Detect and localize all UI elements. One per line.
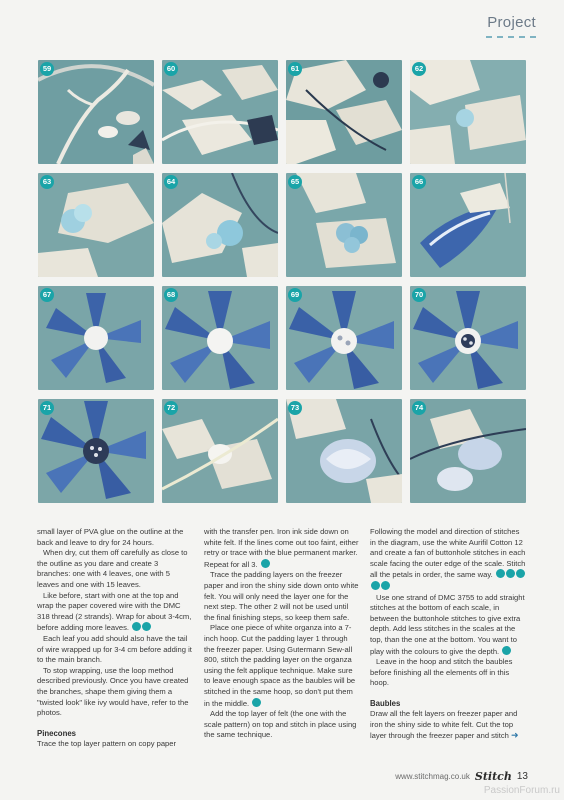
paragraph: Add the top layer of felt (the one with the scale pattern) on top and stitch in place using the same technique. bbox=[204, 709, 357, 740]
step-number-badge: 74 bbox=[412, 401, 426, 415]
step-photo-66 bbox=[410, 173, 526, 277]
step-ref-icon bbox=[142, 622, 151, 631]
paragraph bbox=[370, 527, 526, 593]
step-photo-72 bbox=[162, 399, 278, 503]
step-photo-59 bbox=[38, 60, 154, 164]
step-number-badge: 69 bbox=[288, 288, 302, 302]
step-photo-68 bbox=[162, 286, 278, 390]
paragraph bbox=[370, 593, 526, 658]
step-number-badge: 63 bbox=[40, 175, 54, 189]
step-ref-icon bbox=[261, 559, 270, 568]
paragraph bbox=[204, 527, 360, 570]
paragraph-text: Following the model and direction of stitches in the diagram, use the white Aurifil Cotton 12 and create a fan of buttonhole stitches in each scale facing the outer edge of the scale. Stitch all the petals in order, the same way. bbox=[370, 527, 526, 580]
step-number-badge: 67 bbox=[40, 288, 54, 302]
step-number-badge: 73 bbox=[288, 401, 302, 415]
step-number-badge: 70 bbox=[412, 288, 426, 302]
step-ref-icon bbox=[252, 698, 261, 707]
text-column-2 bbox=[204, 527, 360, 741]
paragraph bbox=[37, 591, 193, 634]
section-heading: Baubles bbox=[370, 698, 401, 708]
footer-url[interactable]: www.stitchmag.co.uk bbox=[395, 772, 470, 781]
step-photo-73 bbox=[286, 399, 402, 503]
step-ref-icon bbox=[371, 581, 380, 590]
paragraph-text: Like before, start with one at the top and wrap the paper covered wire with the DMC 318 thread (2 strands). Wrap for about 3-4cm, before adding more leaves. bbox=[37, 590, 192, 633]
step-photo-69 bbox=[286, 286, 402, 390]
step-number-badge: 65 bbox=[288, 175, 302, 189]
step-number-badge: 60 bbox=[164, 62, 178, 76]
step-photo-71 bbox=[38, 399, 154, 503]
step-ref-icon bbox=[496, 569, 505, 578]
header-title: Project bbox=[487, 14, 536, 31]
step-photo-64 bbox=[162, 173, 278, 277]
step-ref-icon bbox=[516, 569, 525, 578]
body-text bbox=[37, 527, 527, 759]
step-ref-icon bbox=[502, 646, 511, 655]
paragraph: Trace the top layer pattern on copy paper bbox=[37, 738, 177, 748]
page-footer bbox=[395, 770, 528, 783]
step-photo-70 bbox=[410, 286, 526, 390]
paragraph: Leave in the hoop and stitch the baubles before finishing all the elements off in this hoop. bbox=[370, 657, 513, 688]
step-photo-65 bbox=[286, 173, 402, 277]
paragraph: small layer of PVA glue on the outline at the back and leave to dry for 24 hours. bbox=[37, 527, 184, 547]
paragraph-text: with the transfer pen. Iron ink side down on white felt. If the lines come out too faint, either retry or trace with the blue permanent marker. Repeat for all 3. bbox=[204, 527, 359, 569]
paragraph: Trace the padding layers on the freezer paper and iron the shiny side down onto white felt. You will only need the layer one for the next step. The other 2 will not be used until the final finishing steps, so keep them safe. bbox=[204, 570, 359, 622]
step-number-badge: 71 bbox=[40, 401, 54, 415]
step-ref-icon bbox=[132, 622, 141, 631]
step-ref-icon bbox=[506, 569, 515, 578]
magazine-logo: Stitch bbox=[474, 770, 512, 783]
step-photo-67 bbox=[38, 286, 154, 390]
paragraph bbox=[370, 709, 526, 742]
step-number-badge: 62 bbox=[412, 62, 426, 76]
photo-grid bbox=[38, 60, 528, 504]
step-number-badge: 72 bbox=[164, 401, 178, 415]
step-photo-60 bbox=[162, 60, 278, 164]
paragraph bbox=[204, 623, 360, 709]
step-photo-63 bbox=[38, 173, 154, 277]
text-column-1 bbox=[37, 527, 193, 749]
continue-arrow-icon: ➜ bbox=[511, 730, 519, 741]
section-heading: Pinecones bbox=[37, 728, 76, 738]
paragraph-text: Use one strand of DMC 3755 to add straight stitches at the bottom of each scale, in between the buttonhole stitches to give extra depth. Add less stitches in the scales at the top, than the one at the bottom. You want to play with the colours to give the depth. bbox=[370, 592, 525, 656]
step-number-badge: 61 bbox=[288, 62, 302, 76]
paragraph: To stop wrapping, use the loop method described previously. Once you have created the branches, shape them giving them a "twisted look" like ivy would have, refer to the photos. bbox=[37, 665, 189, 718]
step-photo-62 bbox=[410, 60, 526, 164]
paragraph: When dry, cut them off carefully as close to the outline as you dare and create 3 branches: one with 4 leaves, one with 5 leaves and one with 15 leaves. bbox=[37, 548, 188, 589]
step-number-badge: 68 bbox=[164, 288, 178, 302]
watermark: PassionForum.ru bbox=[483, 785, 560, 796]
paragraph-text: Place one piece of white organza into a 7-inch hoop. Cut the padding layer 1 through the freezer paper. Using Gutermann Sew-all 800, stitch the padding layer on the organza using the felt applique technique. Make sure to leave enough space as the baubles will be stitched in the same hoop, so don't put them in the middle. bbox=[204, 623, 356, 708]
step-number-badge: 66 bbox=[412, 175, 426, 189]
page-number: 13 bbox=[516, 771, 528, 782]
header-rule bbox=[486, 36, 536, 38]
step-photo-61 bbox=[286, 60, 402, 164]
step-number-badge: 64 bbox=[164, 175, 178, 189]
paragraph-text: Draw all the felt layers on freezer paper and iron the shiny side to white felt. Cut the top layer through the freezer paper and stitch bbox=[370, 708, 518, 741]
step-ref-icon bbox=[381, 581, 390, 590]
text-column-3 bbox=[370, 527, 526, 742]
paragraph: Each leaf you add should also have the tail of wire wrapped up for 3-4 cm before adding it to the main branch. bbox=[37, 633, 192, 665]
step-photo-74 bbox=[410, 399, 526, 503]
step-number-badge: 59 bbox=[40, 62, 54, 76]
